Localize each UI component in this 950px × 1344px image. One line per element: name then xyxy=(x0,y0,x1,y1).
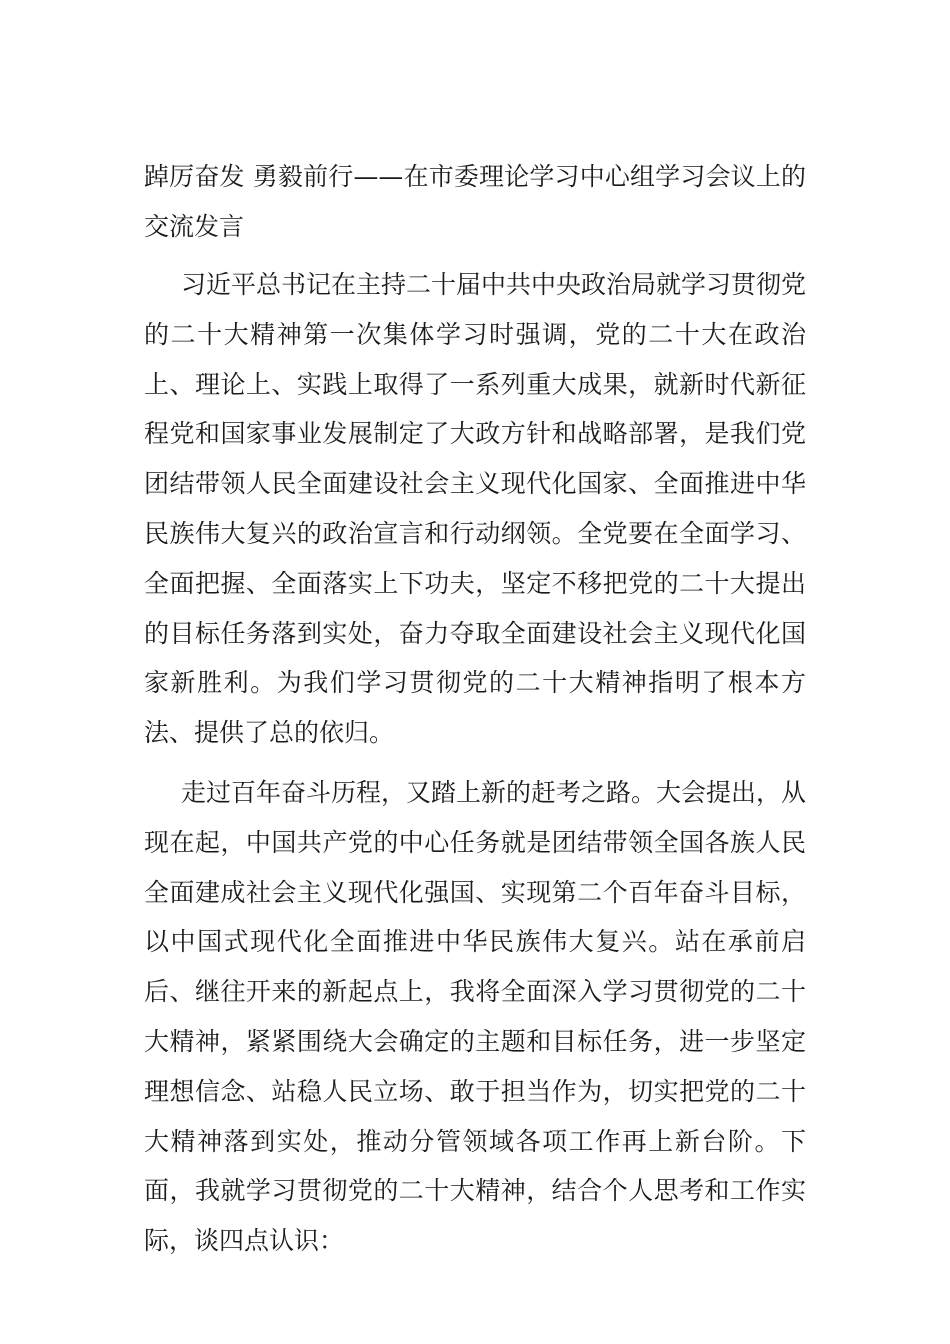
paragraph-1: 习近平总书记在主持二十届中共中央政治局就学习贯彻党的二十大精神第一次集体学习时强调，党的二十大在政治上、理论上、实践上取得了一系列重大成果，就新时代新征程党和国家事业发展制定了大政方针和战略部署，是我们党团结带领人民全面建设社会主义现代化国家、全面推进中华民族伟大复兴的政治宣言和行动纲领。全党要在全面学习、全面把握、全面落实上下功夫，坚定不移把党的二十大提出的目标任务落到实处，奋力夺取全面建设社会主义现代化国家新胜利。为我们学习贯彻党的二十大精神指明了根本方法、提供了总的依归。 xyxy=(144,270,807,748)
document-body xyxy=(144,152,806,1276)
document-title: 踔厉奋发 勇毅前行——在市委理论学习中心组学习会议上的交流发言 xyxy=(144,162,806,241)
paragraph-2: 走过百年奋斗历程，又踏上新的赶考之路。大会提出，从现在起，中国共产党的中心任务就是团结带领全国各族人民全面建成社会主义现代化强国、实现第二个百年奋斗目标，以中国式现代化全面推进中华民族伟大复兴。站在承前启后、继往开来的新起点上，我将全面深入学习贯彻党的二十大精神，紧紧围绕大会确定的主题和目标任务，进一步坚定理想信念、站稳人民立场、敢于担当作为，切实把党的二十大精神落到实处，推动分管领域各项工作再上新台阶。下面，我就学习贯彻党的二十大精神，结合个人思考和工作实际，谈四点认识： xyxy=(144,777,807,1256)
